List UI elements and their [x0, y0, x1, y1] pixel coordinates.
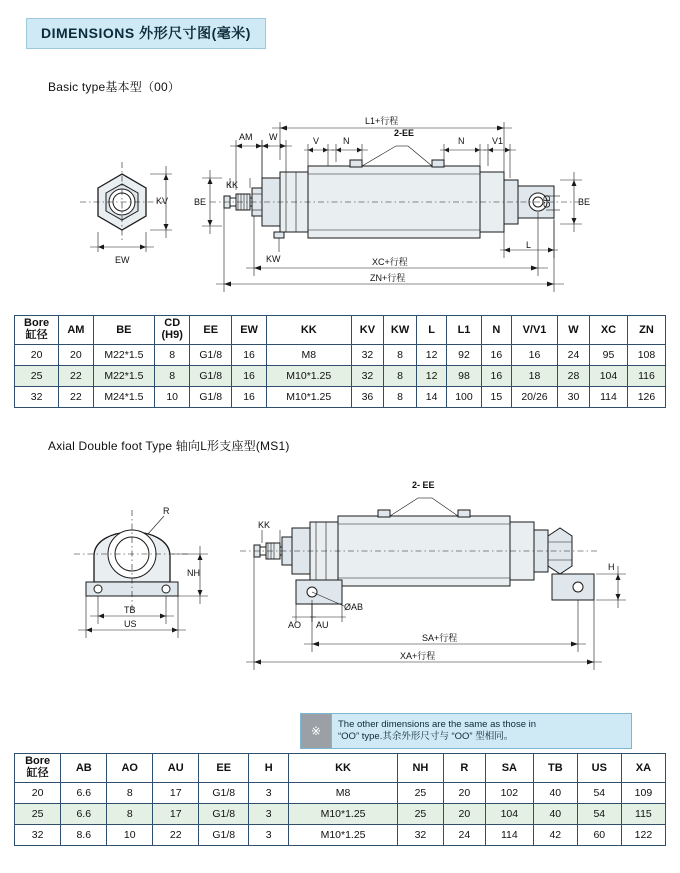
cell: 10	[107, 825, 153, 846]
label-v1: V1	[492, 136, 504, 146]
th-r: R	[443, 754, 485, 783]
th-n: N	[481, 316, 511, 345]
label-l1: L1+行程	[365, 116, 399, 126]
cell: 20	[443, 804, 485, 825]
cell: M10*1.25	[289, 804, 398, 825]
cell: G1/8	[199, 783, 249, 804]
cell: 92	[447, 345, 481, 366]
bracket-end-view	[74, 506, 208, 638]
th-h: H	[249, 754, 289, 783]
cell: 104	[589, 366, 627, 387]
drawing-basic-type	[60, 100, 660, 300]
cell: 115	[621, 804, 665, 825]
cell: 24	[443, 825, 485, 846]
cell: 104	[485, 804, 533, 825]
cell: 95	[589, 345, 627, 366]
label-nh: NH	[187, 568, 200, 578]
cell: M10*1.25	[266, 366, 351, 387]
note-text	[332, 717, 542, 746]
cell: 10	[155, 387, 190, 408]
cell: 8	[155, 345, 190, 366]
th-kk: KK	[266, 316, 351, 345]
label-us: US	[124, 619, 137, 629]
cell: 25	[397, 804, 443, 825]
cell: 60	[577, 825, 621, 846]
label-zn: ZN+行程	[370, 273, 406, 283]
label-2ee-2: 2- EE	[412, 480, 435, 490]
cell: 12	[417, 366, 447, 387]
cell: 3	[249, 825, 289, 846]
label-ab: ØAB	[344, 602, 364, 612]
drawing-axial-foot-type	[60, 460, 660, 700]
cell: 54	[577, 804, 621, 825]
cell: 6.6	[61, 804, 107, 825]
cell: 18	[511, 366, 557, 387]
cell: 17	[153, 804, 199, 825]
th-xa: XA	[621, 754, 665, 783]
cell: 14	[417, 387, 447, 408]
cell: 8.6	[61, 825, 107, 846]
cylinder-foot-side-view	[240, 480, 600, 604]
cell: 32	[397, 825, 443, 846]
dimensions-table-basic	[14, 315, 666, 408]
note-box	[300, 713, 632, 749]
cell: 54	[577, 783, 621, 804]
th-cd: CD (H9)	[155, 316, 190, 345]
cell: 28	[558, 366, 590, 387]
cell: M22*1.5	[93, 345, 155, 366]
cell: 32	[351, 345, 383, 366]
label-xc: XC+行程	[372, 257, 408, 267]
label-2ee: 2-EE	[394, 128, 415, 138]
cell: 16	[232, 366, 267, 387]
label-kv: KV	[156, 196, 169, 206]
label-ew: EW	[115, 255, 130, 265]
table-row	[15, 825, 666, 846]
cell: 20	[443, 783, 485, 804]
cell: 32	[15, 387, 59, 408]
cell: G1/8	[190, 366, 232, 387]
dimensions-table-axial	[14, 753, 666, 846]
th-bore: Bore 缸径	[15, 316, 59, 345]
label-n-left: N	[343, 136, 350, 146]
cell: 8	[384, 345, 417, 366]
table-row	[15, 783, 666, 804]
cell: 16	[232, 345, 267, 366]
label-cd: CD	[542, 195, 552, 208]
table-row	[15, 387, 666, 408]
cell: 22	[59, 366, 93, 387]
cell: 20	[59, 345, 93, 366]
th-l: L	[417, 316, 447, 345]
cell: M8	[266, 345, 351, 366]
label-sa: SA+行程	[422, 633, 458, 643]
th-zn: ZN	[627, 316, 665, 345]
cell: G1/8	[190, 345, 232, 366]
cell: 122	[621, 825, 665, 846]
cell: 3	[249, 804, 289, 825]
cell: 25	[15, 366, 59, 387]
cell: 16	[481, 345, 511, 366]
cell: 8	[384, 366, 417, 387]
cell: 16	[232, 387, 267, 408]
th-w: W	[558, 316, 590, 345]
cell: M22*1.5	[93, 366, 155, 387]
th-ew: EW	[232, 316, 267, 345]
th-au: AU	[153, 754, 199, 783]
cell: 100	[447, 387, 481, 408]
label-l: L	[526, 240, 532, 250]
label-be-right: BE	[578, 197, 591, 207]
label-kk: KK	[226, 180, 239, 190]
cell: M24*1.5	[93, 387, 155, 408]
cell: 109	[621, 783, 665, 804]
th-kw: KW	[384, 316, 417, 345]
label-am: AM	[239, 132, 253, 142]
cell: 102	[485, 783, 533, 804]
cell: G1/8	[190, 387, 232, 408]
cell: 8	[107, 783, 153, 804]
cell: G1/8	[199, 804, 249, 825]
cell: 108	[627, 345, 665, 366]
th-kv: KV	[351, 316, 383, 345]
th-bore-2: Bore 缸径	[15, 754, 61, 783]
th-nh: NH	[397, 754, 443, 783]
th-l1: L1	[447, 316, 481, 345]
cell: 32	[15, 825, 61, 846]
cell: 126	[627, 387, 665, 408]
cell: 22	[153, 825, 199, 846]
cell: 114	[485, 825, 533, 846]
th-tb: TB	[533, 754, 577, 783]
cell: 16	[511, 345, 557, 366]
label-xa: XA+行程	[400, 651, 436, 661]
th-ee-2: EE	[199, 754, 249, 783]
table-row	[15, 345, 666, 366]
th-xc: XC	[589, 316, 627, 345]
cell: 22	[59, 387, 93, 408]
th-be: BE	[93, 316, 155, 345]
table-row	[15, 804, 666, 825]
cell: 8	[155, 366, 190, 387]
cell: 24	[558, 345, 590, 366]
cell: M10*1.25	[266, 387, 351, 408]
th-ab: AB	[61, 754, 107, 783]
th-sa: SA	[485, 754, 533, 783]
page-title-banner	[26, 18, 266, 49]
end-view-hex	[80, 162, 172, 265]
note-line-2: “OO” type.其余外形尺寸与 “OO” 型相同。	[338, 731, 514, 742]
cell: 116	[627, 366, 665, 387]
cell: 98	[447, 366, 481, 387]
cell: 114	[589, 387, 627, 408]
cell: 3	[249, 783, 289, 804]
cell: M8	[289, 783, 398, 804]
cell: 20/26	[511, 387, 557, 408]
label-kk-2: KK	[258, 520, 271, 530]
label-kw: KW	[266, 254, 281, 264]
note-symbol: ※	[301, 714, 332, 748]
cell: 20	[15, 345, 59, 366]
cell: 8	[107, 804, 153, 825]
cell: 25	[15, 804, 61, 825]
label-h: H	[608, 562, 615, 572]
th-ee: EE	[190, 316, 232, 345]
cell: M10*1.25	[289, 825, 398, 846]
table-header-row	[15, 316, 666, 345]
cell: 36	[351, 387, 383, 408]
th-kk-2: KK	[289, 754, 398, 783]
cell: 16	[481, 366, 511, 387]
label-v: V	[313, 136, 320, 146]
label-au: AU	[316, 620, 329, 630]
cell: 42	[533, 825, 577, 846]
cylinder-side-view	[210, 146, 580, 264]
label-r: R	[163, 506, 170, 516]
th-us: US	[577, 754, 621, 783]
note-line-1: The other dimensions are the same as those in	[338, 718, 537, 730]
cell: 32	[351, 366, 383, 387]
page-title-en: DIMENSIONS	[41, 25, 135, 41]
table-header-row	[15, 754, 666, 783]
table-row	[15, 366, 666, 387]
cell: 25	[397, 783, 443, 804]
th-am: AM	[59, 316, 93, 345]
cell: 8	[384, 387, 417, 408]
cell: 40	[533, 804, 577, 825]
cell: G1/8	[199, 825, 249, 846]
label-n-right: N	[458, 136, 465, 146]
cell: 6.6	[61, 783, 107, 804]
cell: 20	[15, 783, 61, 804]
label-tb: TB	[124, 605, 136, 615]
cell: 15	[481, 387, 511, 408]
page-title-cn: 外形尺寸图(毫米)	[139, 25, 251, 41]
label-w: W	[269, 132, 278, 142]
section-title-axial: Axial Double foot Type 轴向L形支座型(MS1)	[48, 439, 290, 453]
th-v-v1: V/V1	[511, 316, 557, 345]
cell: 40	[533, 783, 577, 804]
cell: 30	[558, 387, 590, 408]
label-be-left: BE	[194, 197, 207, 207]
label-ao: AO	[288, 620, 302, 630]
section-title-basic: Basic type基本型（00）	[48, 80, 181, 94]
cell: 12	[417, 345, 447, 366]
cell: 17	[153, 783, 199, 804]
th-ao: AO	[107, 754, 153, 783]
